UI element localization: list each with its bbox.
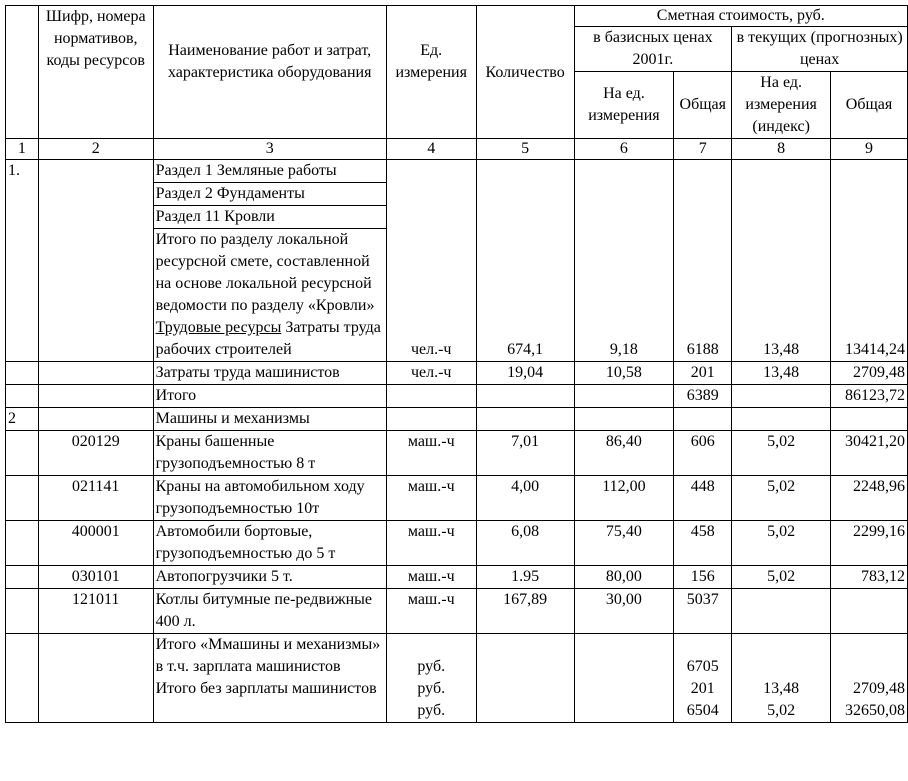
row-base-unit: 30,00 bbox=[574, 589, 674, 634]
builders-labor-base-total: 6188 bbox=[674, 160, 732, 362]
row-unit: маш.-ч bbox=[386, 566, 476, 589]
row-qty: 6,08 bbox=[476, 521, 574, 566]
header-index: На ед. измерения (индекс) bbox=[732, 72, 831, 139]
row-base-total: 5037 bbox=[674, 589, 732, 634]
colnum-2: 2 bbox=[38, 139, 153, 160]
row-unit: маш.-ч bbox=[386, 431, 476, 476]
table-row bbox=[6, 566, 908, 589]
row-name: Автопогрузчики 5 т. bbox=[153, 566, 386, 589]
column-numbers-row bbox=[6, 139, 908, 160]
estimate-table bbox=[5, 5, 908, 723]
header-col1 bbox=[6, 6, 39, 139]
totals-base-value: 6705 bbox=[686, 658, 719, 675]
row-base-total: 458 bbox=[674, 521, 732, 566]
row-code: 020129 bbox=[38, 431, 153, 476]
table-row bbox=[6, 476, 908, 521]
row-base-unit: 80,00 bbox=[574, 566, 674, 589]
colnum-1: 1 bbox=[6, 139, 39, 160]
section2-totals-units bbox=[386, 634, 476, 723]
header-name: Наименование работ и затрат, характеристика оборудования bbox=[153, 6, 386, 139]
row-current-total bbox=[831, 589, 908, 634]
header-code: Шифр, номера нормативов, коды ресурсов bbox=[38, 6, 153, 139]
row-current-total: 783,12 bbox=[831, 566, 908, 589]
section2-title: Машины и механизмы bbox=[153, 408, 386, 431]
section1-number: 1. bbox=[6, 160, 39, 362]
labor-resources-label: Трудовые ресурсы bbox=[155, 319, 282, 336]
row-name: Краны башенные грузоподъемностью 8 т bbox=[153, 431, 386, 476]
section-heading-2: Раздел 2 Фундаменты bbox=[154, 183, 386, 206]
row-base-total: 156 bbox=[674, 566, 732, 589]
totals-unit: руб. bbox=[417, 658, 446, 675]
row-code: 400001 bbox=[38, 521, 153, 566]
table-row-section2-totals bbox=[6, 634, 908, 723]
section2-number: 2 bbox=[6, 408, 39, 431]
row-base-unit: 86,40 bbox=[574, 431, 674, 476]
section1-total-label: Итого bbox=[153, 385, 386, 408]
row-index: 5,02 bbox=[732, 566, 831, 589]
row-qty: 167,89 bbox=[476, 589, 574, 634]
colnum-9: 9 bbox=[831, 139, 908, 160]
builders-labor-base-unit: 9,18 bbox=[574, 160, 674, 362]
header-unit: Ед. измерения bbox=[386, 6, 476, 139]
row-qty: 7,01 bbox=[476, 431, 574, 476]
section1-total-base: 6389 bbox=[674, 385, 732, 408]
section1-summary-text: Итого по разделу локальной ресурсной смете, составленной на основе локальной ресурсной ведомости по разделу «Кровли» bbox=[155, 231, 375, 314]
row-unit: маш.-ч bbox=[386, 589, 476, 634]
colnum-4: 4 bbox=[386, 139, 476, 160]
machinists-labor-qty: 19,04 bbox=[476, 362, 574, 385]
row-unit: маш.-ч bbox=[386, 521, 476, 566]
builders-labor-name: Затраты труда рабочих строителей bbox=[155, 319, 381, 358]
row-code: 121011 bbox=[38, 589, 153, 634]
row-index: 5,02 bbox=[732, 521, 831, 566]
table-row-section1 bbox=[6, 160, 908, 362]
totals-base-value: 201 bbox=[690, 680, 715, 697]
machinists-labor-base-unit: 10,58 bbox=[574, 362, 674, 385]
header-base-prices: в базисных ценах 2001г. bbox=[574, 27, 732, 72]
totals-base-value: 6504 bbox=[686, 702, 719, 719]
header-base-total: Общая bbox=[674, 72, 732, 139]
row-index: 5,02 bbox=[732, 431, 831, 476]
builders-labor-current-total: 13414,24 bbox=[831, 160, 908, 362]
totals-current-value: 32650,08 bbox=[845, 702, 905, 719]
totals-unit: руб. bbox=[417, 702, 446, 719]
header-row-1 bbox=[6, 6, 908, 27]
row-current-total: 2248,96 bbox=[831, 476, 908, 521]
builders-labor-qty: 674,1 bbox=[476, 160, 574, 362]
table-row-section1-total bbox=[6, 385, 908, 408]
totals-unit: руб. bbox=[417, 680, 446, 697]
builders-labor-index: 13,48 bbox=[732, 160, 831, 362]
totals-index-value: 13,48 bbox=[763, 680, 800, 697]
colnum-8: 8 bbox=[732, 139, 831, 160]
row-qty: 1.95 bbox=[476, 566, 574, 589]
totals-current-value: 2709,48 bbox=[853, 680, 905, 697]
table-row-machinists-labor bbox=[6, 362, 908, 385]
header-current-total: Общая bbox=[831, 72, 908, 139]
machinists-labor-unit: чел.-ч bbox=[386, 362, 476, 385]
row-base-unit: 75,40 bbox=[574, 521, 674, 566]
colnum-7: 7 bbox=[674, 139, 732, 160]
row-base-unit: 112,00 bbox=[574, 476, 674, 521]
row-current-total: 2299,16 bbox=[831, 521, 908, 566]
row-index: 5,02 bbox=[732, 476, 831, 521]
header-quantity: Количество bbox=[476, 6, 574, 139]
colnum-6: 6 bbox=[574, 139, 674, 160]
table-row-section2-title bbox=[6, 408, 908, 431]
header-current-prices: в текущих (прогнозных) ценах bbox=[732, 27, 908, 72]
row-current-total: 30421,20 bbox=[831, 431, 908, 476]
section2-totals-index bbox=[732, 634, 831, 723]
builders-labor-unit: чел.-ч bbox=[386, 160, 476, 362]
section1-total-current: 86123,72 bbox=[831, 385, 908, 408]
table-row bbox=[6, 431, 908, 476]
row-base-total: 606 bbox=[674, 431, 732, 476]
row-name: Краны на автомобильном ходу грузоподъемностью 10т bbox=[153, 476, 386, 521]
colnum-5: 5 bbox=[476, 139, 574, 160]
row-code: 030101 bbox=[38, 566, 153, 589]
machinists-labor-base-total: 201 bbox=[674, 362, 732, 385]
table-row bbox=[6, 589, 908, 634]
table-row bbox=[6, 521, 908, 566]
header-base-unit: На ед. измерения bbox=[574, 72, 674, 139]
row-index bbox=[732, 589, 831, 634]
section2-totals-current bbox=[831, 634, 908, 723]
machinists-labor-name: Затраты труда машинистов bbox=[153, 362, 386, 385]
section-heading-11: Раздел 11 Кровли bbox=[154, 206, 386, 229]
row-qty: 4,00 bbox=[476, 476, 574, 521]
section1-description bbox=[153, 160, 386, 362]
header-cost-group: Сметная стоимость, руб. bbox=[574, 6, 907, 27]
section2-totals-base bbox=[674, 634, 732, 723]
section2-totals-label: Итого «Ммашины и механизмы» в т.ч. зарплата машинистов Итого без зарплаты машинистов bbox=[153, 634, 386, 723]
row-name: Автомобили бортовые, грузоподъемностью до 5 т bbox=[153, 521, 386, 566]
row-base-total: 448 bbox=[674, 476, 732, 521]
row-name: Котлы битумные пе-редвижные 400 л. bbox=[153, 589, 386, 634]
row-code: 021141 bbox=[38, 476, 153, 521]
row-unit: маш.-ч bbox=[386, 476, 476, 521]
machinists-labor-current-total: 2709,48 bbox=[831, 362, 908, 385]
colnum-3: 3 bbox=[153, 139, 386, 160]
totals-index-value: 5,02 bbox=[767, 702, 796, 719]
machinists-labor-index: 13,48 bbox=[732, 362, 831, 385]
section-heading-1: Раздел 1 Земляные работы bbox=[154, 160, 386, 183]
